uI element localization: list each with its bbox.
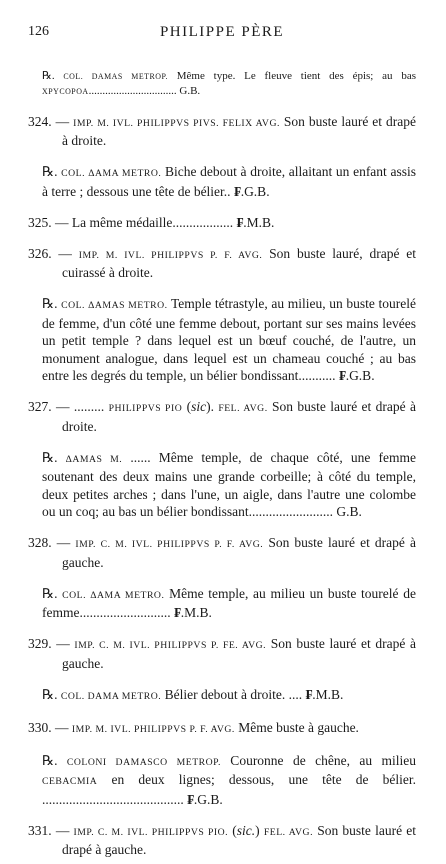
running-header	[28, 24, 416, 41]
entry-text: 328. —	[28, 535, 76, 550]
entry-text: ₣	[338, 368, 346, 383]
entry-text: 329. —	[28, 636, 75, 651]
entry-text: ℞.	[42, 752, 67, 768]
entry-text: ).	[206, 399, 219, 414]
entry-text: ΔAMAS M.	[65, 453, 123, 465]
entry-text: 324. —	[28, 113, 74, 129]
entry-text: (	[228, 822, 237, 838]
entry-text: IMP. M. IVL. PHILIPPVS PIVS. FELIX AVG.	[73, 117, 280, 129]
entry-text: .M.B.	[312, 686, 344, 702]
obverse-entry	[28, 822, 416, 859]
entry-text: COL. ΔAMAS METRO.	[61, 300, 168, 311]
entry-text: ₣	[233, 183, 241, 199]
entry-text: sic.	[236, 822, 256, 838]
entry-text: IMP. M. IVL. PHILIPPVS P. F. AVG.	[78, 249, 263, 261]
reverse-entry	[28, 163, 416, 200]
entry-text: ℞.	[42, 449, 66, 465]
entry-text: IMP. C. M. IVL. PHILIPPVS P. FE. AVG.	[74, 640, 267, 651]
obverse-entry	[28, 245, 416, 282]
entry-text: )	[255, 822, 264, 838]
entry-text: ...... Même temple, de chaque côté, une femme soutenant des deux mains une grande corbeille; à côté du temple, deux petites arches ; dans l'une, un aigle, dans l'autre une colombe ou un coq; au bas un bélier bondissant......................... G.B.	[42, 449, 416, 519]
page-number: 126	[28, 24, 49, 39]
entry-text: IMP. M. IVL. PHILIPPVS P. F. AVG.	[71, 723, 235, 735]
entry-text: ₣	[187, 791, 194, 807]
entry-text: XPYCOPOA	[42, 87, 89, 96]
entry-text: 327. — .........	[28, 399, 109, 414]
entry-text: IMP. C. M. IVL. PHILIPPVS P. F. AVG.	[75, 539, 264, 550]
entry-text: 330. —	[28, 719, 72, 735]
reverse-entry	[28, 686, 416, 706]
reverse-entry	[28, 585, 416, 622]
entry-text: ℞.	[42, 164, 62, 179]
reverse-entry	[28, 449, 416, 521]
obverse-entry	[28, 113, 416, 150]
entry-text: COLONI DAMASCO METROP.	[66, 756, 221, 768]
entry-text: (	[182, 399, 192, 414]
entry-text: .M.B.	[180, 605, 212, 620]
entry-text: IMP. C. M. IVL. PHILIPPVS PIO.	[73, 826, 229, 838]
entry-text: 326. —	[28, 245, 79, 261]
entry-text: ................................	[88, 85, 180, 97]
obverse-entry	[28, 214, 416, 232]
entry-text: .M.B.	[243, 214, 275, 230]
entry-text: Son buste lauré et drapé à gauche.	[62, 636, 416, 671]
entry-text: G.B.	[179, 85, 201, 97]
entry-text: Son buste lauré et drapé à droite.	[62, 113, 416, 148]
obverse-entry	[28, 719, 416, 739]
entry-text: Même type. Le fleuve tient des épis; au bas	[167, 70, 416, 82]
entry-text: ₣	[305, 686, 313, 702]
entry-text: Même buste à gauche.	[234, 719, 359, 735]
reverse-entry	[28, 69, 416, 99]
reverse-entry	[28, 752, 416, 809]
entry-text: Couronne de chêne, au milieu	[220, 752, 416, 768]
entry-text: ℞.	[42, 296, 62, 311]
entry-text: .G.B.	[193, 791, 223, 807]
entry-text: COL. ΔAMA METRO.	[62, 589, 165, 601]
entry-text: PHILIPPVS PIO	[108, 403, 183, 414]
entry-text: Temple tétrastyle, au milieu, un buste tourelé de femme, d'un côté une femme debout, portant sur ses mains levées un petit temple ? dans lequel est un bœuf couché, de l'autre, un monument analogue, dans lequel est un chameau couché ; au bas entre les degrés du temple, un bélier bondissant...........	[42, 296, 416, 383]
entry-text: Son buste lauré, drapé et cuirassé à droite.	[62, 245, 416, 280]
entry-text: ℞.	[42, 70, 64, 82]
obverse-entry	[28, 635, 416, 672]
entry-text: 325. — La même médaille..................	[28, 214, 237, 230]
obverse-entry	[28, 534, 416, 571]
reverse-entry	[28, 295, 416, 385]
entry-text: FEL. AVG.	[263, 826, 314, 838]
entry-text: ℞.	[42, 686, 61, 702]
entry-text: FEL. AVG.	[218, 403, 268, 414]
entry-text: Même temple, au milieu un buste tourelé de femme...........................	[42, 585, 416, 620]
obverse-entry	[28, 398, 416, 435]
entry-text: ₣	[173, 605, 181, 620]
entry-text: Son buste lauré et drapé à droite.	[62, 399, 416, 434]
entry-text: COL. DAMA METRO.	[60, 690, 162, 702]
entry-text: Bélier debout à droite. ....	[161, 686, 306, 702]
entry-text: COL. ΔAMA METRO.	[61, 168, 162, 179]
entry-text: Son buste lauré et drapé à gauche.	[62, 535, 417, 570]
entry-text: COL. DAMAS METROP.	[63, 72, 168, 81]
entry-text: ₣	[236, 214, 244, 230]
catalogue-entries	[28, 58, 416, 864]
entry-text: ℞.	[42, 585, 63, 601]
entry-text: en deux lignes; dessous, une tête de bélier. ..........................................	[42, 772, 416, 807]
entry-text: Son buste lauré et drapé à gauche.	[62, 822, 416, 857]
entry-text: sic	[191, 399, 207, 414]
entry-text: .G.B.	[240, 183, 270, 199]
entry-text: CEBACMIA	[42, 776, 98, 787]
entry-text: 331. —	[28, 822, 74, 838]
entry-text: Biche debout à droite, allaitant un enfant assis à terre ; dessous une tête de bélier..	[42, 164, 416, 199]
page-title: PHILIPPE PÈRE	[159, 24, 285, 40]
entry-text: .G.B.	[345, 368, 375, 383]
